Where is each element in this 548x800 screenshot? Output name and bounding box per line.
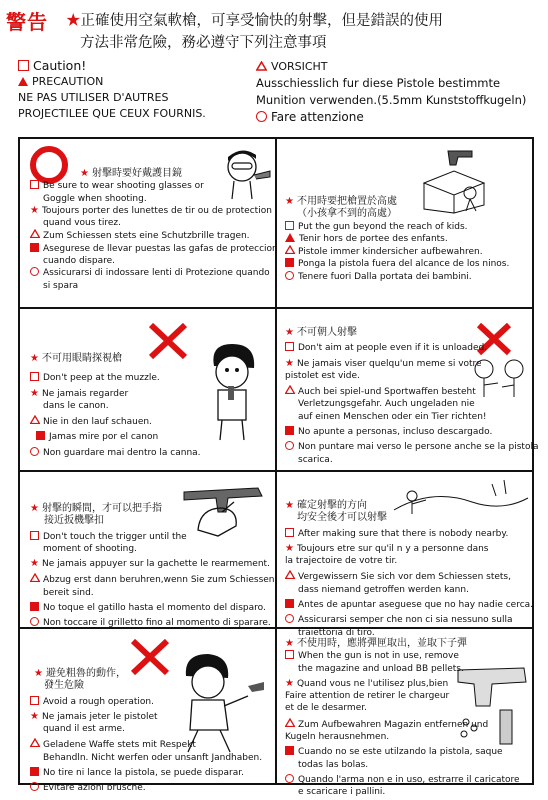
intro-line-2: 方法非常危險，務必遵守下列注意事項 <box>80 35 327 51</box>
circle-outline-icon <box>30 447 39 456</box>
header-left-block <box>18 58 258 122</box>
warning-title: 警告 <box>6 10 48 34</box>
square-outline-icon <box>30 531 39 540</box>
star-icon: ★ <box>30 387 39 399</box>
grid-divider-2 <box>18 470 534 472</box>
star-icon: ★ <box>285 638 294 649</box>
triangle-outline-icon <box>30 229 40 238</box>
star-icon: ★ <box>30 353 39 364</box>
star-icon: ★ <box>285 542 294 554</box>
star-icon: ★ <box>30 710 39 722</box>
square-filled-icon <box>36 431 45 440</box>
square-filled-icon <box>30 602 39 611</box>
header-right-block <box>256 58 546 126</box>
grid-divider-1 <box>18 307 534 309</box>
square-outline-icon <box>285 342 294 351</box>
fr-line-2: PROJECTILEE QUE CEUX FOURNIS. <box>18 107 206 120</box>
square-outline-icon <box>18 60 29 71</box>
star-icon: ★ <box>285 500 294 511</box>
star-icon: ★ <box>30 204 39 216</box>
star-icon: ★ <box>285 677 294 689</box>
de-line-1: Ausschiesslich fur diese Pistole bestimmte <box>256 76 501 90</box>
triangle-filled-icon <box>18 77 28 86</box>
cell-wear-glasses: ★ 射擊時要好戴護目鏡 Be sure to wear shooting glasses or Goggle when shooting. ★ Toujours porter des lunettes de tir ou de protection quand vous tirez. Zum Schiessen stets eine Schutzbrille tragen. Asegurese de llevar puestas las gafas de proteccion cuando dispare. Assicurarsi di indossare lenti di Protezione quando si spara <box>30 168 278 291</box>
circle-outline-icon <box>30 617 39 626</box>
square-filled-icon <box>30 767 39 776</box>
triangle-outline-icon <box>285 718 295 727</box>
intro-line-1: 正確使用空氣軟槍，可享受愉快的射擊，但是錯誤的使用 <box>80 13 443 29</box>
triangle-outline-icon <box>30 415 40 424</box>
fr-line-1: NE PAS UTILISER D'AUTRES <box>18 91 169 104</box>
square-filled-icon <box>285 746 294 755</box>
triangle-outline-icon <box>285 570 295 579</box>
square-filled-icon <box>285 599 294 608</box>
triangle-outline-icon <box>285 385 295 394</box>
circle-outline-icon <box>285 614 294 623</box>
square-outline-icon <box>285 221 294 230</box>
circle-outline-icon <box>285 774 294 783</box>
star-icon: ★ <box>285 196 294 207</box>
triangle-outline-icon <box>285 245 295 254</box>
square-outline-icon <box>30 180 39 189</box>
square-outline-icon <box>30 696 39 705</box>
de-line-2: Munition verwenden.(5.5mm Kunststoffkugeln) <box>256 93 527 107</box>
child-peeping-illustration <box>200 340 268 446</box>
cell-check-direction: ★ 確定射擊的方向 均安全後才可以射擊 After making sure that there is nobody nearby. ★ Toujours etre sur qu'il n y a personne dans la trajectoire de votre tir. Vergewissern Sie sich vor dem Schiessen stets, dass niemand getroffen werden kann. Antes de apuntar aseguese que no hay nadie cerca. Assicurarsi semper che non ci sia nessuno sulla traiettoria di tiro. <box>285 500 534 638</box>
star-icon: ★ <box>285 357 294 369</box>
star-icon: ★ <box>30 558 39 570</box>
triangle-filled-icon <box>285 233 295 242</box>
star-icon: ★ <box>80 168 89 179</box>
cell-avoid-rough: ★ 避免粗魯的動作， 發生危險 Avoid a rough operation. ★ Ne jamais jeter le pistolet quand il est arme. Geladene Waffe stets mit Respekt Behandln. Nicht werfen oder unsanft Jandhaben. No tire ni lance la pistola, se puede disparar. Evitare azioni brusche. <box>30 668 263 794</box>
triangle-outline-icon <box>256 61 267 71</box>
square-filled-icon <box>285 258 294 267</box>
circle-outline-icon <box>30 782 39 791</box>
intro-text <box>66 10 536 54</box>
caution-en: Caution! <box>33 58 87 73</box>
star-icon: ★ <box>30 503 39 514</box>
circle-outline-icon <box>256 111 267 122</box>
square-outline-icon <box>285 528 294 537</box>
triangle-outline-icon <box>30 738 40 747</box>
cell-unload-when-unused: ★ 不使用時，應將彈匣取出，並取下子彈 When the gun is not in use, remove the magazine and unload BB pellets. ★ Quand vous ne l'utilisez plus,bien Faire attention de retirer le chargeur et de le desarmer. Zum Aufbewahren Magazin entfernen und Kugeln herausnehmen. Cuando no se este utilzando la pistola, saque todas las bolas. Quando l'arma non e in uso, estrarre il caricatore e scaricare i pallini. <box>285 638 520 798</box>
cell-keep-from-kids: ★ 不用時要把槍置於高處 （小孩拿不到的高處） Put the gun beyond the reach of kids. Tenir hors de portee des enfants. Pistole immer kindersicher aufbewahren. Ponga la pistola fuera del alcance de los ninos. Tenere fuori Dalla portata dei bambini. <box>285 196 510 282</box>
vorsicht-de: VORSICHT <box>271 60 328 73</box>
cell-dont-aim-people: ★ 不可朝人射擊 Don't aim at people even if it is unloaded. ★ Ne jamais viser quelqu'un meme si votre pistolet est vide. Auch bei spiel-und Sportwaffen besteht Verletzungsgefahr. Auch ungeladen nie auf einen Menschen oder ein Tier richten! No apunte a personas, incluso descargado. Non puntare mai verso le persone anche se la pistola scarica. <box>285 327 539 465</box>
cell-trigger-finger: ★ 射擊的瞬間，才可以把手指 接近扳機擊扣 Don't touch the trigger until the moment of shooting. ★ Ne jamais appuyer sur la gachette le rearmement. Abzug erst dann beruhren,wenn Sie zum Schiessen bereit sind. No toque el gatillo hasta el momento del disparo. Non toccare il grilletto fino al momento di sparare. <box>30 503 275 629</box>
star-icon: ★ <box>34 668 43 679</box>
circle-outline-icon <box>285 441 294 450</box>
square-outline-icon <box>30 372 39 381</box>
square-filled-icon <box>285 426 294 435</box>
precaution-fr: PRECAUTION <box>32 75 104 88</box>
star-icon: ★ <box>285 327 294 338</box>
square-outline-icon <box>285 650 294 659</box>
circle-outline-icon <box>285 271 294 280</box>
circle-outline-icon <box>30 267 39 276</box>
grid-divider-vertical <box>275 137 277 785</box>
square-filled-icon <box>30 243 39 252</box>
cell-dont-peep: ★ 不可用眼睛探視槍 Don't peep at the muzzle. ★ Ne jamais regarder dans le canon. Nie in den lauf schauen. Jamas mire por el canon Non guardare mai dentro la canna. <box>30 353 201 458</box>
it-line: Fare attenzione <box>271 110 364 124</box>
star-icon: ★ <box>66 13 81 29</box>
triangle-outline-icon <box>30 573 40 582</box>
